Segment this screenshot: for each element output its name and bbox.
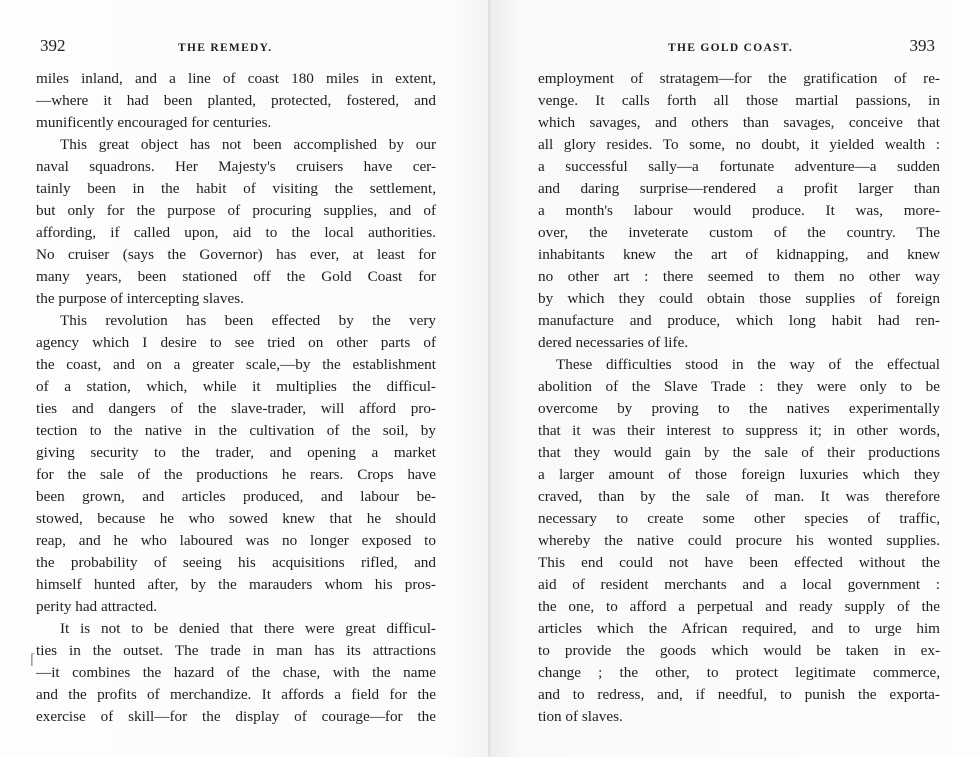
text-line: dered necessaries of life. xyxy=(538,334,689,351)
left-running-title: THE REMEDY. xyxy=(178,42,273,54)
text-line: perity had attracted. xyxy=(36,598,158,615)
right-page-number: 393 xyxy=(909,36,935,55)
text-line: no other art : there seemed to them no other way xyxy=(538,268,940,285)
text-line: the probability of seeing his acquisitions rifled, and xyxy=(36,554,436,571)
text-line: many years, been stationed off the Gold Coast for xyxy=(36,268,436,285)
text-line: tainly been in the habit of visiting the settlement, xyxy=(36,180,436,197)
text-line: whereby the native could procure his wonted supplies. xyxy=(538,532,940,549)
left-page-text xyxy=(36,68,436,728)
text-line: but only for the purpose of procuring supplies, and of xyxy=(36,202,436,219)
text-line: reap, and he who laboured was no longer exposed to xyxy=(36,532,436,549)
text-line: all glory resides. To some, no doubt, it yielded wealth : xyxy=(538,136,940,153)
text-line: of a station, which, while it multiplies the difficul- xyxy=(36,378,436,395)
text-line: This great object has not been accomplished by our xyxy=(60,136,436,153)
text-line: that they would gain by the sale of their productions xyxy=(538,444,940,461)
text-line: This revolution has been effected by the very xyxy=(60,312,436,329)
text-line: inhabitants knew the art of kidnapping, and knew xyxy=(538,246,940,263)
text-line: abolition of the Slave Trade : they were only to be xyxy=(538,378,940,395)
right-running-title: THE GOLD COAST. xyxy=(668,42,794,54)
text-line: the purpose of intercepting slaves. xyxy=(36,290,244,307)
text-line: These difficulties stood in the way of the effectual xyxy=(556,356,940,373)
text-line: and the profits of merchandize. It affords a field for the xyxy=(36,686,436,703)
text-line: a larger amount of those foreign luxuries which they xyxy=(538,466,940,483)
text-line: miles inland, and a line of coast 180 miles in extent, xyxy=(36,70,436,87)
text-line: naval squadrons. Her Majesty's cruisers have cer- xyxy=(36,158,436,175)
text-line: and to redress, and, if needful, to punish the exporta- xyxy=(538,686,940,703)
text-line: a successful sally—a fortunate adventure—a sudden xyxy=(538,158,940,175)
text-line: exercise of skill—for the display of courage—for the xyxy=(36,708,436,725)
text-line: —it combines the hazard of the chase, with the name xyxy=(36,664,436,681)
text-line: articles which the African required, and to urge him xyxy=(538,620,940,637)
text-line: a month's labour would produce. It was, more- xyxy=(538,202,940,219)
text-line: affording, if called upon, aid to the local authorities. xyxy=(36,224,436,241)
text-line: stowed, because he who sowed knew that he should xyxy=(36,510,436,527)
text-line: ties in the outset. The trade in man has its attractions xyxy=(36,642,436,659)
text-line: —where it had been planted, protected, fostered, and xyxy=(36,92,436,109)
text-line: munificently encouraged for centuries. xyxy=(36,114,272,131)
text-line: ties and dangers of the slave-trader, will afford pro- xyxy=(36,400,436,417)
text-line: the coast, and on a greater scale,—by the establishment xyxy=(36,356,436,373)
text-line: necessary to create some other species of traffic, xyxy=(538,510,940,527)
text-line: for the sale of the productions he rears. Crops have xyxy=(36,466,436,483)
text-line: himself hunted after, by the marauders whom his pros- xyxy=(36,576,436,593)
text-line: This end could not have been effected without the xyxy=(538,554,940,571)
text-line: manufacture and produce, which long habit had ren- xyxy=(538,312,940,329)
left-page-number: 392 xyxy=(40,36,66,55)
text-line: tection to the native in the cultivation of the soil, by xyxy=(36,422,436,439)
text-line: by which they could obtain those supplies of foreign xyxy=(538,290,940,307)
right-page-text xyxy=(538,68,940,728)
text-line: agency which I desire to see tried on other parts of xyxy=(36,334,436,351)
text-line: No cruiser (says the Governor) has ever, at least for xyxy=(36,246,436,263)
right-running-head xyxy=(540,36,935,56)
left-running-head xyxy=(40,36,435,56)
text-line: venge. It calls forth all those martial passions, in xyxy=(538,92,940,109)
margin-mark: ⌈ xyxy=(30,653,36,668)
right-page xyxy=(490,0,980,757)
text-line: tion of slaves. xyxy=(538,708,623,725)
text-line: overcome by proving to the natives experimentally xyxy=(538,400,940,417)
text-line: aid of resident merchants and a local government : xyxy=(538,576,940,593)
text-line: which savages, and others than savages, conceive that xyxy=(538,114,940,131)
text-line: over, the inveterate custom of the country. The xyxy=(538,224,940,241)
text-line: change ; the other, to protect legitimate commerce, xyxy=(538,664,940,681)
text-line: the one, to afford a perpetual and ready supply of the xyxy=(538,598,940,615)
text-line: been grown, and articles produced, and labour be- xyxy=(36,488,436,505)
text-line: and daring surprise—rendered a profit larger than xyxy=(538,180,940,197)
text-line: employment of stratagem—for the gratification of re- xyxy=(538,70,940,87)
text-line: to provide the goods which would be taken in ex- xyxy=(538,642,940,659)
text-line: giving security to the trader, and opening a market xyxy=(36,444,436,461)
text-line: It is not to be denied that there were great difficul- xyxy=(60,620,436,637)
text-line: that it was their interest to suppress it; in other words, xyxy=(538,422,940,439)
text-line: craved, than by the sale of man. It was therefore xyxy=(538,488,940,505)
